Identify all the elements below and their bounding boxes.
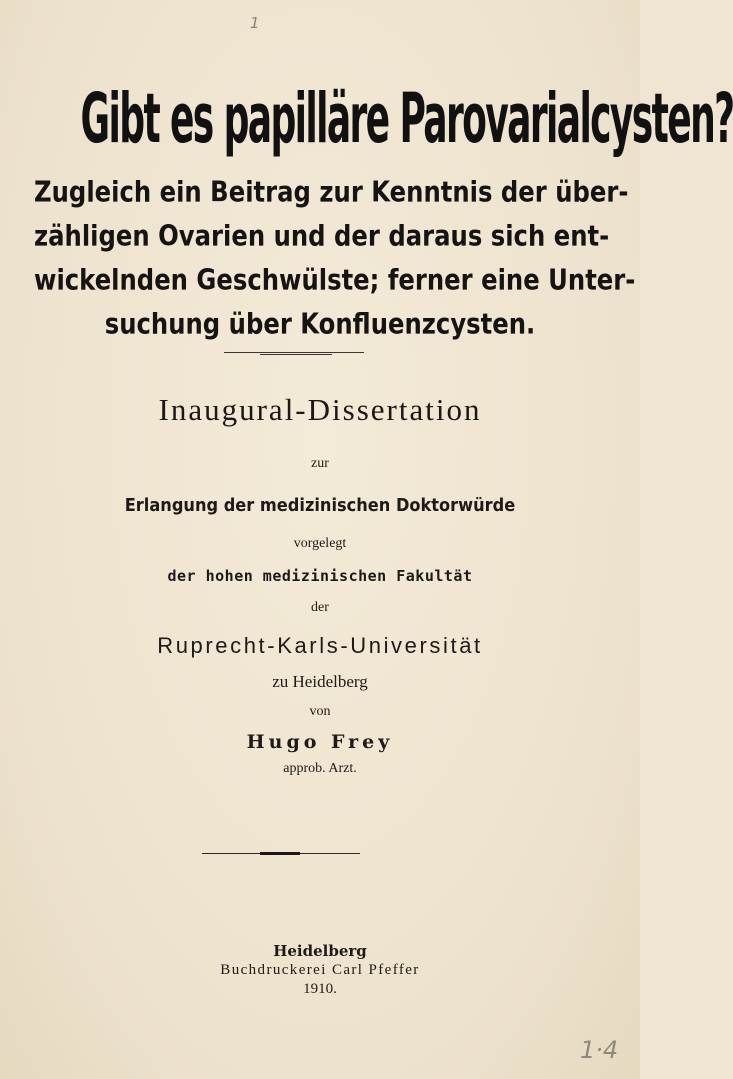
subtitle-line: wickelnden Geschwülste; ferner eine Unter-	[34, 264, 636, 297]
pencil-annotation-bottom: 1·4	[580, 1036, 619, 1064]
university-city: zu Heidelberg	[272, 672, 368, 691]
imprint-printer: Buchdruckerei Carl Pfeffer	[220, 962, 420, 978]
text-der: der	[311, 600, 329, 615]
subtitle-line: zähligen Ovarien und der daraus sich ent-	[34, 220, 610, 253]
thesis-type: Inaugural-Dissertation	[158, 392, 482, 427]
degree-purpose: Erlangung der medizinischen Doktorwürde	[124, 495, 516, 516]
imprint-year: 1910.	[303, 981, 337, 997]
divider-rule-top	[224, 352, 364, 355]
faculty-name: der hohen medizinischen Fakultät	[167, 567, 473, 585]
text-von: von	[309, 704, 331, 719]
divider-rule-bottom	[202, 852, 360, 856]
university-name: Ruprecht-Karls-Universität	[157, 633, 483, 658]
author-name: Hugo Frey	[246, 731, 394, 753]
subtitle-line: Zugleich ein Beitrag zur Kenntnis der über-	[34, 176, 629, 209]
text-zur: zur	[311, 456, 329, 471]
text-vorgelegt: vorgelegt	[293, 536, 347, 551]
author-title: approb. Arzt.	[283, 761, 357, 776]
main-title: Gibt es papilläre Parovarialcysten?	[80, 79, 733, 159]
subtitle	[34, 170, 636, 346]
subtitle-line: suchung über Konfluenzcysten.	[104, 308, 536, 341]
pencil-annotation-top: 1	[250, 14, 260, 32]
imprint-city: Heidelberg	[273, 942, 367, 960]
